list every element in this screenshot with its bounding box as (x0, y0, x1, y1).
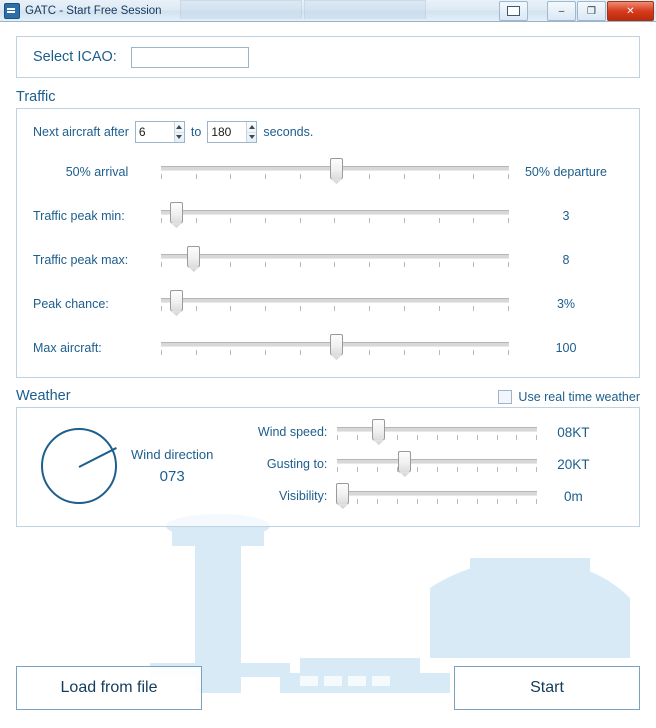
title-bar (0, 0, 656, 22)
slider-track (161, 298, 509, 303)
slider-ticks (337, 499, 537, 505)
visibility-value: 0m (563, 488, 583, 504)
slider-thumb[interactable] (330, 334, 343, 356)
wind-speed-slider[interactable] (337, 418, 537, 446)
window-controls (546, 1, 654, 21)
gusting-slider[interactable] (337, 450, 537, 478)
minimize-button[interactable]: – (547, 1, 576, 21)
next-aircraft-min-stepper[interactable] (135, 121, 185, 143)
traffic-peak-min-label: Traffic peak min: (33, 209, 125, 223)
slider-track (337, 491, 537, 496)
next-aircraft-min-input[interactable] (136, 122, 174, 142)
wind-speed-value: 08KT (557, 424, 590, 440)
stepper-arrows[interactable] (174, 122, 184, 142)
weather-box (16, 407, 640, 527)
visibility-slider[interactable] (337, 482, 537, 510)
traffic-peak-min-slider[interactable] (161, 201, 509, 231)
start-button[interactable]: Start (454, 666, 640, 710)
next-aircraft-row (33, 121, 623, 143)
main-content (0, 22, 656, 527)
footer-buttons (16, 666, 640, 710)
compass-needle-icon (79, 447, 117, 468)
weather-sliders (235, 418, 625, 514)
traffic-peak-max-slider[interactable] (161, 245, 509, 275)
gusting-row (235, 450, 625, 478)
traffic-peak-min-row (33, 201, 623, 231)
peak-chance-label: Peak chance: (33, 297, 109, 311)
peak-chance-value: 3% (556, 297, 576, 311)
load-from-file-button[interactable]: Load from file (16, 666, 202, 710)
traffic-peak-max-value: 8 (562, 253, 570, 267)
traffic-title: Traffic (16, 89, 56, 105)
weather-header (16, 388, 640, 407)
gusting-label: Gusting to: (266, 457, 328, 471)
slider-thumb[interactable] (330, 158, 343, 180)
checkbox-icon[interactable] (498, 390, 512, 404)
traffic-group (16, 88, 640, 378)
max-aircraft-slider[interactable] (161, 333, 509, 363)
slider-thumb[interactable] (398, 451, 411, 473)
wind-compass[interactable] (41, 428, 117, 504)
restore-icon (507, 6, 520, 16)
next-aircraft-max-input[interactable] (208, 122, 246, 142)
max-aircraft-label: Max aircraft: (33, 341, 102, 355)
slider-thumb[interactable] (170, 202, 183, 224)
slider-track (161, 254, 509, 259)
traffic-peak-max-label: Traffic peak max: (33, 253, 129, 267)
slider-track (337, 459, 537, 464)
weather-title: Weather (16, 388, 71, 404)
departure-label: 50% departure (524, 165, 607, 179)
max-aircraft-row (33, 333, 623, 363)
traffic-peak-max-row (33, 245, 623, 275)
peak-chance-row (33, 289, 623, 319)
traffic-box (16, 108, 640, 378)
close-button[interactable]: ✕ (607, 1, 654, 21)
slider-ticks (337, 435, 537, 441)
slider-thumb[interactable] (372, 419, 385, 441)
slider-track (161, 210, 509, 215)
stepper-up-icon[interactable] (175, 122, 184, 133)
restore-window-button[interactable] (499, 1, 528, 21)
next-aircraft-unit-label: seconds. (263, 125, 314, 139)
slider-thumb[interactable] (170, 290, 183, 312)
stepper-up-icon[interactable] (247, 122, 256, 133)
icao-label: Select ICAO: (33, 49, 117, 65)
wind-direction-block (131, 447, 213, 485)
icao-input[interactable] (131, 47, 249, 68)
wind-speed-row (235, 418, 625, 446)
background-tab (180, 0, 302, 19)
maximize-button[interactable]: ❐ (577, 1, 606, 21)
slider-ticks (161, 262, 509, 268)
arrival-departure-slider[interactable] (161, 157, 509, 187)
slider-track (337, 427, 537, 432)
next-aircraft-to-label: to (190, 125, 202, 139)
app-icon (4, 3, 20, 19)
background-tab (304, 0, 426, 19)
next-aircraft-max-stepper[interactable] (207, 121, 257, 143)
wind-speed-label: Wind speed: (257, 425, 328, 439)
slider-thumb[interactable] (336, 483, 349, 505)
real-time-weather-label: Use real time weather (518, 390, 640, 404)
icao-panel (16, 36, 640, 78)
peak-chance-slider[interactable] (161, 289, 509, 319)
arrival-label: 50% arrival (65, 165, 129, 179)
stepper-arrows[interactable] (246, 122, 256, 142)
gusting-value: 20KT (557, 456, 590, 472)
arrival-departure-row (33, 157, 623, 187)
next-aircraft-label: Next aircraft after (33, 125, 129, 139)
background-tabs (180, 0, 426, 19)
window-title: GATC - Start Free Session (25, 4, 162, 17)
max-aircraft-value: 100 (555, 341, 577, 355)
stepper-down-icon[interactable] (175, 133, 184, 143)
real-time-weather-toggle[interactable] (498, 390, 640, 407)
wind-direction-label: Wind direction (131, 447, 214, 462)
slider-ticks (161, 306, 509, 312)
visibility-row (235, 482, 625, 510)
slider-ticks (161, 218, 509, 224)
weather-group (16, 388, 640, 527)
slider-ticks (337, 467, 537, 473)
wind-direction-value: 073 (159, 468, 185, 485)
visibility-label: Visibility: (278, 489, 328, 503)
stepper-down-icon[interactable] (247, 133, 256, 143)
slider-thumb[interactable] (187, 246, 200, 268)
traffic-peak-min-value: 3 (562, 209, 570, 223)
